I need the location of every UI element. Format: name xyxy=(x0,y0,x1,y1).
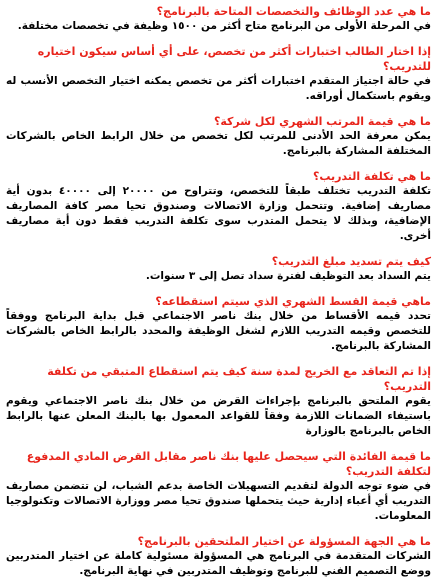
faq-answer: في ضوء توجه الدولة لتقديم التسهيلات الخاصة بدعم الشباب، لن تتضمن مصاريف التدريب أي أعباء إدارية حيث يتحملها صندوق تحيا مصر ووزارة الاتصالات وتكنولوجيا المعلومات. xyxy=(6,480,431,522)
faq-question: كيف يتم تسديد مبلغ التدريب؟ xyxy=(271,255,431,268)
faq-item xyxy=(6,44,431,104)
faq-question: إذا اختار الطالب اختبارات أكثر من تخصص، على أي أساس سيكون اختياره للتدريب؟ xyxy=(37,45,431,73)
faq-answer: في المرحلة الأولى من البرنامج متاح أكثر من ١٥٠٠ وظيفة في تخصصات مختلفة. xyxy=(17,20,431,32)
faq-answer: يمكن معرفة الحد الأدنى للمرتب لكل تخصص من خلال الرابط الخاص بالشركات المختلفة المشاركة بالبرنامج. xyxy=(6,130,431,157)
faq-answer: في حالة اجتياز المتقدم اختبارات أكثر من تخصص يمكنه اختيار التخصص الأنسب له ويقوم باستكمال أوراقه. xyxy=(6,75,431,102)
faq-question: ما هي تكلفة التدريب؟ xyxy=(312,170,431,183)
faq-question: ما هي قيمة المرتب الشهري لكل شركة؟ xyxy=(213,115,431,128)
faq-item xyxy=(6,254,431,284)
faq-item xyxy=(6,364,431,439)
faq-item xyxy=(6,4,431,34)
faq-answer: تكلفة التدريب تختلف طبقاً للتخصص، وتتراوح من ٢٠٠٠٠ إلى ٤٠٠٠٠ بدون أية مصاريف إضافية. وتتحمل وزارة الاتصالات وصندوق تحيا مصر كافة المصاريف الإضافية، وبذلك لا يتحمل المتدرب سوى تكلفة التدريب فقط دون أية مصاريف أخرى. xyxy=(6,185,432,242)
faq-answer: تحدد قيمه الأقساط من خلال بنك ناصر الاجتماعي قبل بداية البرنامج ووفقاً للتخصص وقيمه التدريب اللازم لشغل الوظيفة والمحدد بالرابط الخاص بالشركات المشاركة بالبرنامج. xyxy=(6,310,431,352)
faq-question: إذا تم التعاقد مع الخريج لمدة سنة كيف يتم استقطاع المتبقي من تكلفة التدريب؟ xyxy=(47,365,431,393)
faq-question: ما قيمة الفائدة التي سيحصل عليها بنك ناصر مقابل القرض المادي المدفوع لتكلفة التدريب؟ xyxy=(26,450,431,478)
faq-question: ماهي قيمة القسط الشهري الذي سيتم استقطاعه؟ xyxy=(155,295,431,308)
faq-question: ما هي الجهة المسؤولة عن اختيار الملتحقين بالبرنامج؟ xyxy=(137,535,431,548)
faq-question: ما هي عدد الوظائف والتخصصات المتاحة بالبرنامج؟ xyxy=(156,5,431,18)
faq-item xyxy=(6,114,431,159)
faq-item xyxy=(6,449,431,524)
faq-answer: يتم السداد بعد التوظيف لفترة سداد تصل إلى ٣ سنوات. xyxy=(145,270,431,282)
faq-answer: الشركات المتقدمة في البرنامج هي المسؤولة مسئولية كاملة عن اختيار المتدربين ووضع التصميم الفني للبرنامج وتوظيف المتدربين في نهاية البرنامج. xyxy=(6,550,431,577)
faq-answer: يقوم الملتحق بالبرنامج بإجراءات القرض من خلال بنك ناصر الاجتماعي ويقوم باستيفاء الضمانات اللازمة وفقاً للقواعد المعمول بها بالبنك المعلن عنها بالرابط الخاص بالبرنامج بالوزارة xyxy=(6,395,431,437)
faq-item xyxy=(6,534,431,579)
faq-item xyxy=(6,294,431,354)
faq-item xyxy=(6,169,431,244)
